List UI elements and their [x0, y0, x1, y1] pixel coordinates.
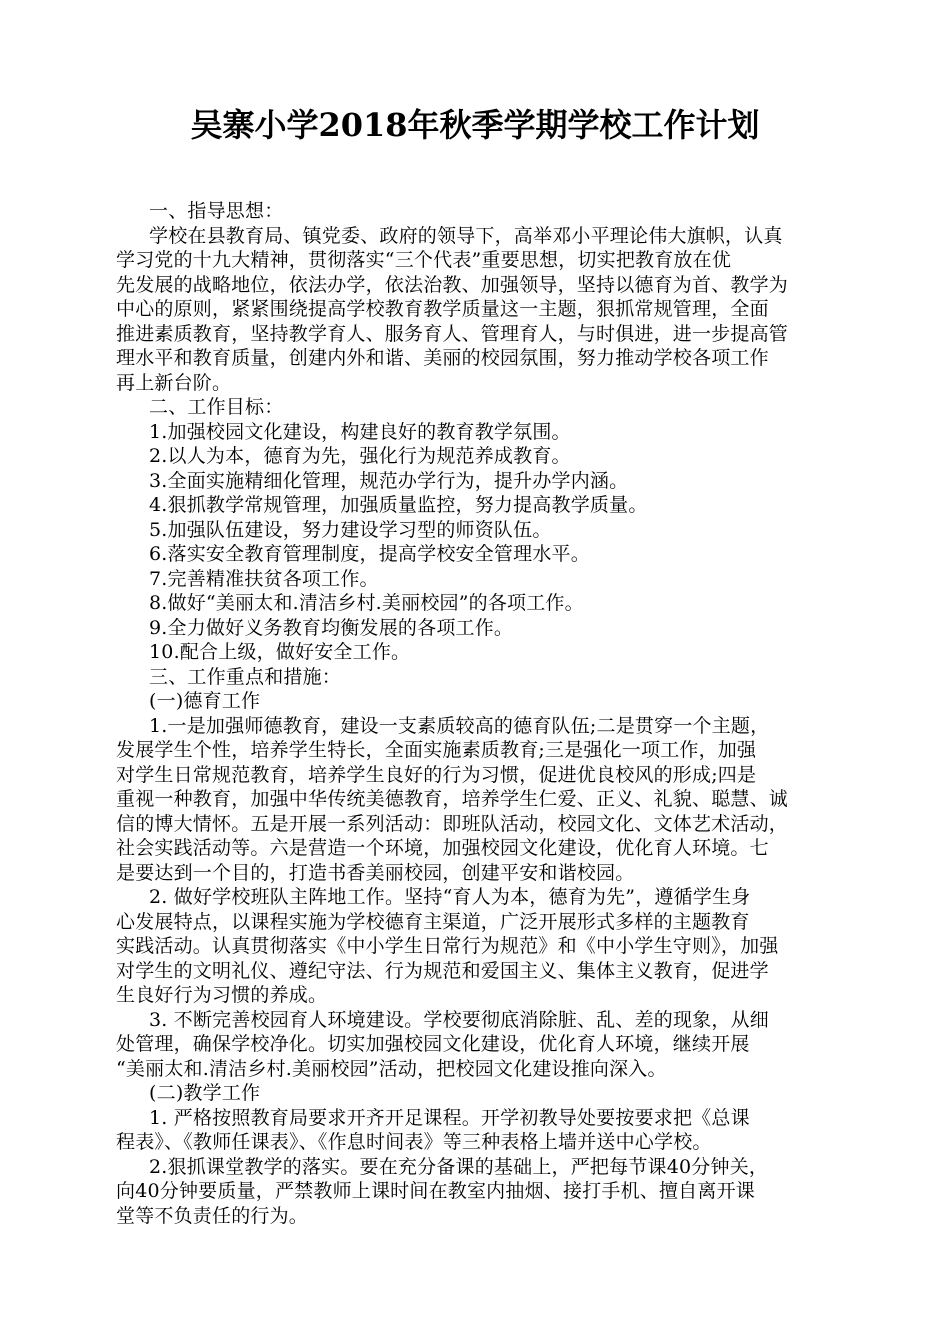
text-line: “美丽太和.清洁乡村.美丽校园”活动，把校园文化建设推向深入。 [116, 1057, 667, 1080]
text-line: (二)教学工作 [149, 1082, 261, 1104]
text-line: 是要达到一个目的，打造书香美丽校园，创建平安和谐校园。 [116, 861, 635, 884]
text-line: 三、工作重点和措施： [149, 665, 342, 688]
text-line: 9.全力做好义务教育均衡发展的各项工作。 [149, 616, 514, 639]
text-line: 理水平和教育质量，创建内外和谐、美丽的校园氛围，努力推动学校各项工作 [116, 347, 769, 369]
text-line: 再上新台阶。 [116, 371, 232, 394]
text-line: 6.落实安全教育管理制度，提高学校安全管理水平。 [149, 543, 590, 565]
document-body [116, 199, 856, 1228]
text-line: (一)德育工作 [149, 690, 261, 712]
text-line: 社会实践活动等。六是营造一个环境，加强校园文化建设，优化育人环境。七 [116, 837, 769, 859]
text-line: 程表》、《教师任课表》、《作息时间表》等三种表格上墙并送中心学校。 [116, 1131, 712, 1153]
text-line: 心发展特点，以课程实施为学校德育主渠道，广泛开展形式多样的主题教育 [116, 910, 750, 933]
text-line: 7.完善精准扶贫各项工作。 [149, 567, 379, 590]
text-line: 发展学生个性，培养学生特长，全面实施素质教育;三是强化一项工作，加强 [116, 739, 757, 761]
text-line: 3. 不断完善校园育人环境建设。学校要彻底消除脏、乱、差的现象，从细 [149, 1008, 769, 1031]
text-line: 推进素质教育，坚持教学育人、服务育人、管理育人，与时俱进，进一步提高管 [116, 322, 789, 345]
text-line: 处管理，确保学校净化。切实加强校园文化建设，优化育人环境，继续开展 [116, 1033, 750, 1055]
document-title: 吴寨小学2018年秋季学期学校工作计划 [190, 106, 760, 144]
text-line: 对学生的文明礼仪、遵纪守法、行为规范和爱国主义、集体主义教育，促进学 [116, 959, 769, 982]
text-line: 1.一是加强师德教育，建设一支素质较高的德育队伍;二是贯穿一个主题， [149, 714, 770, 737]
text-line: 向40分钟要质量，严禁教师上课时间在教室内抽烟、接打手机、擅自离开课 [116, 1180, 755, 1202]
text-line: 中心的原则，紧紧围绕提高学校教育教学质量这一主题，狠抓常规管理，全面 [116, 298, 769, 320]
text-line: 对学生日常规范教育，培养学生良好的行为习惯，促进优良校风的形成;四是 [116, 763, 757, 786]
text-line: 2. 做好学校班队主阵地工作。坚持“育人为本，德育为先”，遵循学生身 [149, 886, 751, 908]
text-line: 堂等不负责任的行为。 [116, 1204, 309, 1227]
text-line: 2.以人为本，德育为先，强化行为规范养成教育。 [149, 445, 571, 467]
text-line: 重视一种教育，加强中华传统美德教育，培养学生仁爱、正义、礼貌、聪慧、诚 [116, 788, 789, 810]
text-line: 二、工作目标： [149, 396, 284, 418]
text-line: 5.加强队伍建设，努力建设学习型的师资队伍。 [149, 518, 552, 541]
text-line: 2.狠抓课堂教学的落实。要在充分备课的基础上，严把每节课40分钟关， [149, 1155, 769, 1178]
text-line: 信的博大情怀。五是开展一系列活动：即班队活动，校园文化、文体艺术活动， [116, 812, 789, 835]
text-line: 4.狠抓教学常规管理，加强质量监控，努力提高教学质量。 [149, 494, 648, 516]
text-line: 一、指导思想： [149, 200, 284, 222]
text-line: 实践活动。认真贯彻落实《中小学生日常行为规范》和《中小学生守则》，加强 [116, 935, 779, 957]
text-line: 先发展的战略地位，依法办学，依法治教、加强领导，坚持以德育为首、教学为 [116, 273, 789, 296]
text-line: 3.全面实施精细化管理，规范办学行为，提升办学内涵。 [149, 469, 629, 492]
text-line: 学校在县教育局、镇党委、政府的领导下，高举邓小平理论伟大旗帜，认真 [149, 224, 783, 247]
text-line: 生良好行为习惯的养成。 [116, 984, 328, 1006]
text-line: 8.做好“美丽太和.清洁乡村.美丽校园”的各项工作。 [149, 592, 584, 614]
text-line: 学习党的十九大精神，贯彻落实“三个代表”重要思想，切实把教育放在优 [116, 249, 732, 271]
text-line: 1. 严格按照教育局要求开齐开足课程。开学初教导处要按要求把《总课 [149, 1106, 750, 1129]
text-line: 10.配合上级，做好安全工作。 [149, 641, 411, 663]
text-line: 1.加强校园文化建设，构建良好的教育教学氛围。 [149, 420, 571, 443]
